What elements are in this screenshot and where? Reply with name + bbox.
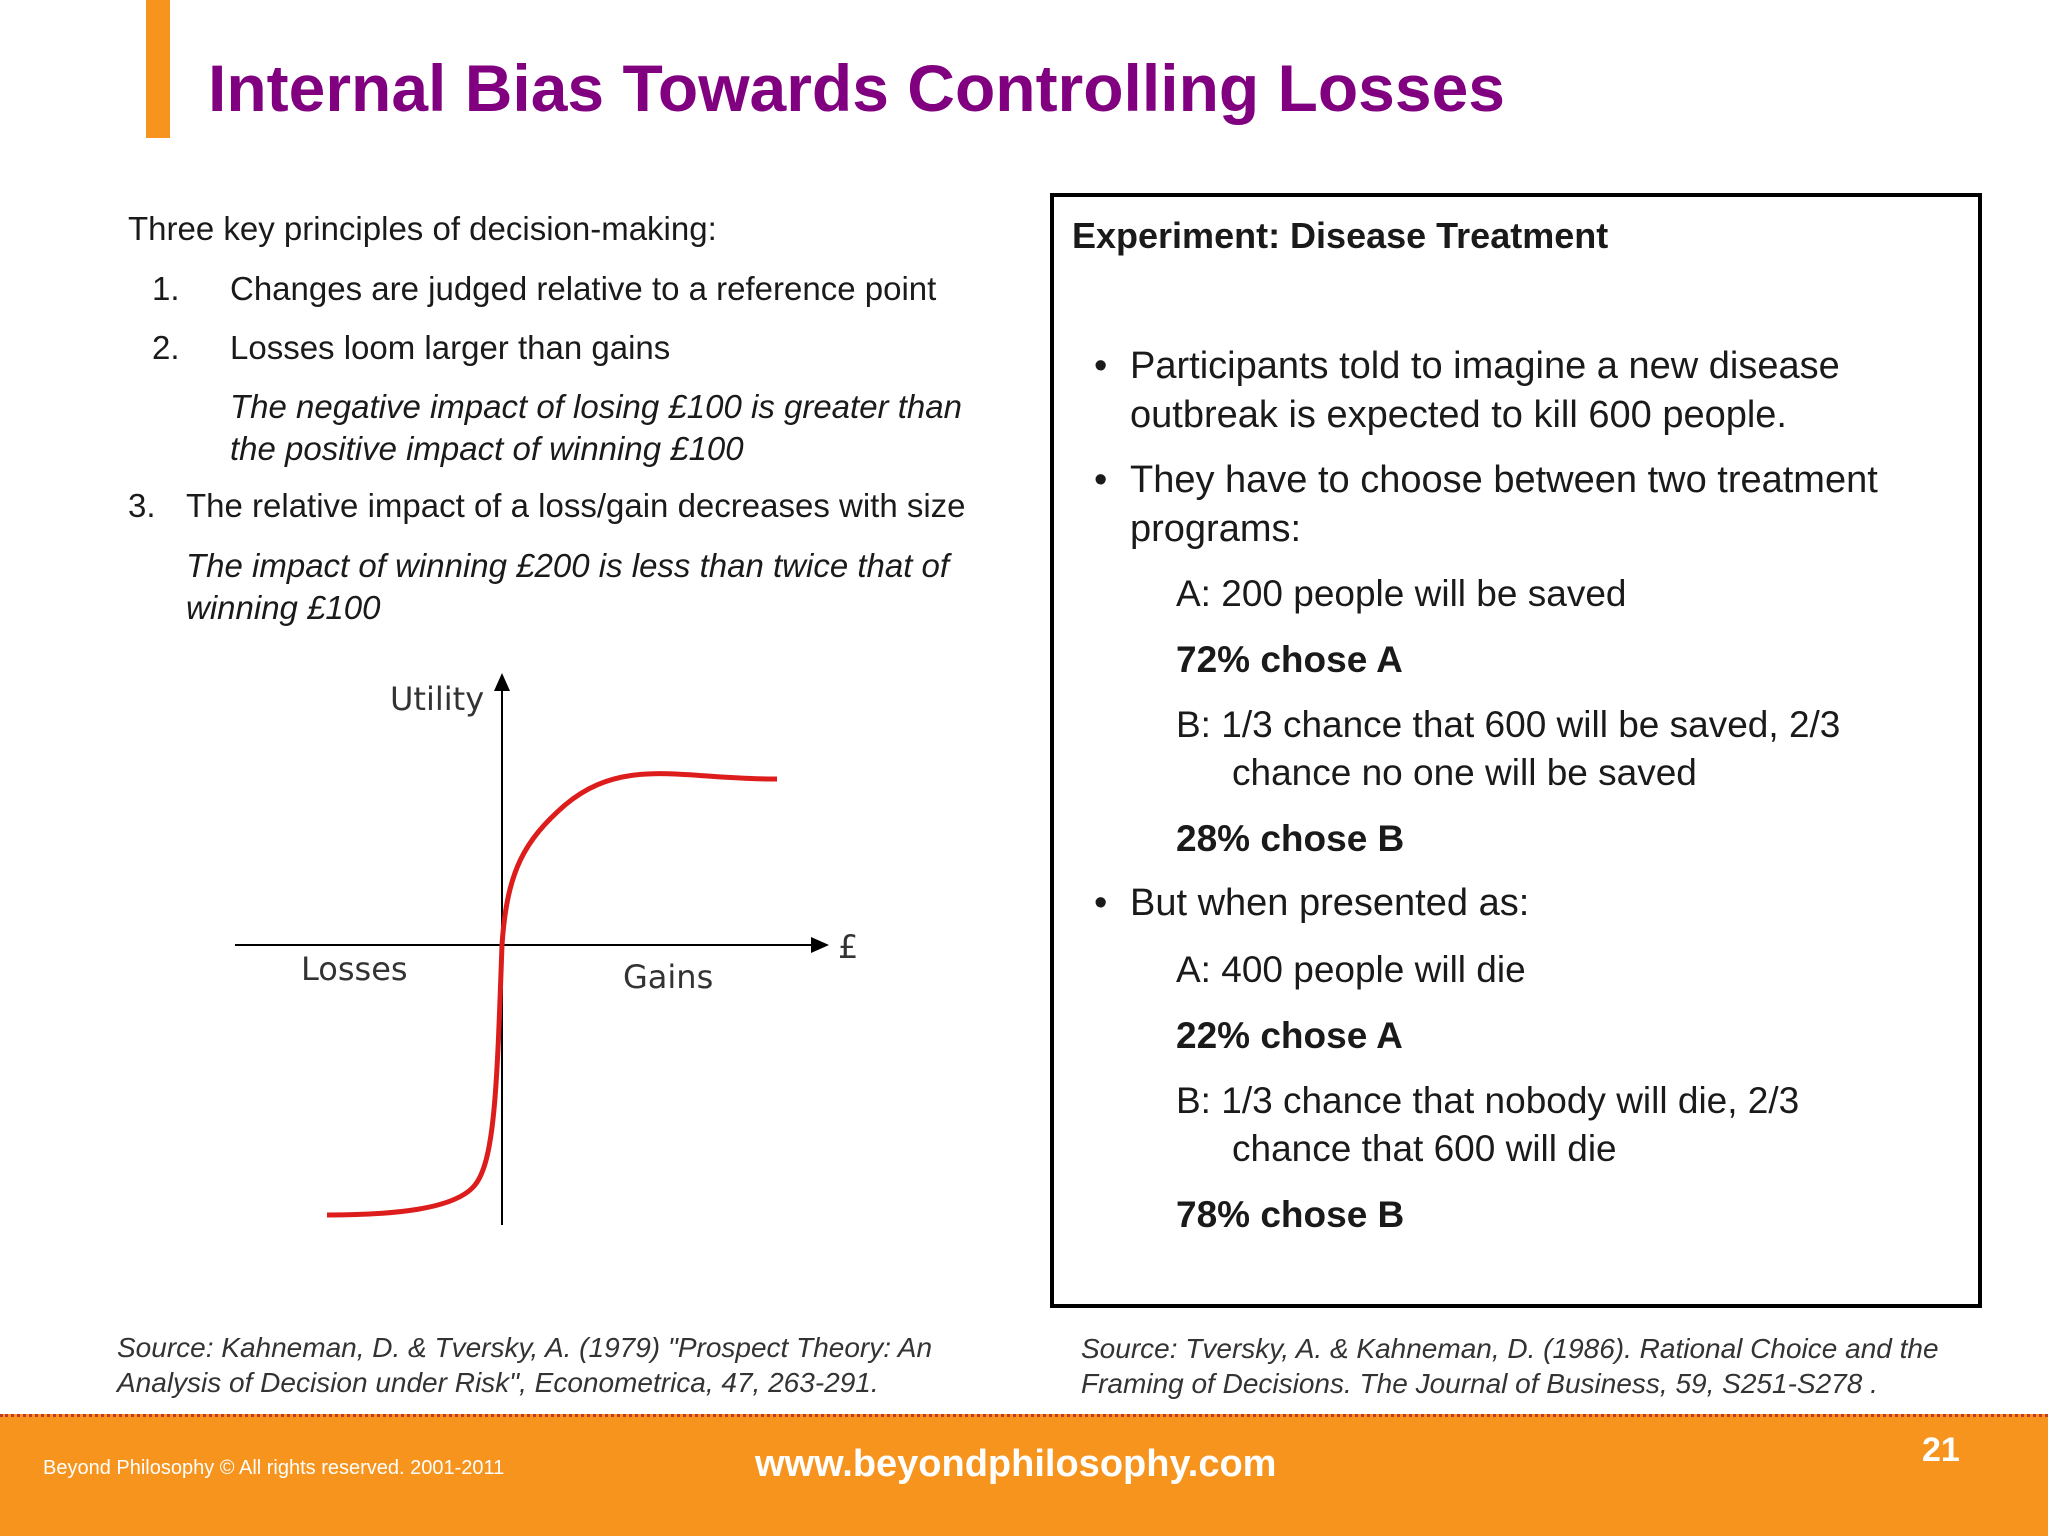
gains-label: Gains bbox=[623, 958, 714, 996]
y-axis-arrow-icon bbox=[494, 673, 510, 691]
bullet-item: • But when presented as: bbox=[1094, 882, 1530, 924]
bullet-item: • Participants told to imagine a new disease bbox=[1094, 345, 1840, 387]
title-accent-bar bbox=[146, 0, 170, 138]
result-a: 22% chose A bbox=[1176, 1015, 1403, 1056]
option-b-continuation: chance no one will be saved bbox=[1232, 752, 1697, 793]
option-b-continuation: chance that 600 will die bbox=[1232, 1128, 1617, 1169]
experiment-heading: Experiment: Disease Treatment bbox=[1072, 215, 1609, 256]
principle-number: 3. bbox=[128, 487, 156, 524]
principle-text: The relative impact of a loss/gain decreases with size bbox=[186, 487, 966, 524]
bullet-icon: • bbox=[1094, 345, 1108, 387]
principle-text: Losses loom larger than gains bbox=[230, 329, 671, 366]
option-b: B: 1/3 chance that nobody will die, 2/3 bbox=[1176, 1080, 1800, 1121]
principle-number: 2. bbox=[152, 329, 180, 366]
option-a: A: 400 people will die bbox=[1176, 949, 1526, 990]
source-line: Analysis of Decision under Risk", Econometrica, 47, 263-291. bbox=[117, 1367, 879, 1398]
option-b: B: 1/3 chance that 600 will be saved, 2/3 bbox=[1176, 704, 1841, 745]
result-a: 72% chose A bbox=[1176, 639, 1403, 680]
source-line: Framing of Decisions. The Journal of Business, 59, S251-S278 . bbox=[1081, 1368, 1878, 1399]
option-a: A: 200 people will be saved bbox=[1176, 573, 1627, 614]
principle-note: winning £100 bbox=[186, 589, 381, 626]
principle-number: 1. bbox=[152, 270, 180, 307]
website-link[interactable]: www.beyondphilosophy.com bbox=[755, 1443, 1277, 1485]
principle-note: the positive impact of winning £100 bbox=[230, 430, 744, 467]
bullet-icon: • bbox=[1094, 459, 1108, 501]
bullet-icon: • bbox=[1094, 882, 1108, 924]
source-citation-right bbox=[1081, 1331, 1939, 1401]
source-citation-left bbox=[117, 1330, 932, 1400]
principle-text: Changes are judged relative to a reference point bbox=[230, 270, 937, 307]
footer-bar bbox=[0, 1414, 2048, 1536]
principle-note: The negative impact of losing £100 is greater than bbox=[230, 388, 962, 425]
experiment-box bbox=[1050, 193, 1982, 1308]
principles-intro: Three key principles of decision-making: bbox=[128, 210, 717, 247]
x-axis-unit: £ bbox=[838, 928, 859, 966]
slide-title: Internal Bias Towards Controlling Losses bbox=[208, 51, 1505, 125]
bullet-continuation: programs: bbox=[1130, 508, 1302, 550]
x-axis-arrow-icon bbox=[811, 937, 829, 953]
y-axis-label: Utility bbox=[390, 680, 485, 718]
result-b: 28% chose B bbox=[1176, 818, 1405, 859]
result-b: 78% chose B bbox=[1176, 1194, 1405, 1235]
value-function-graph bbox=[225, 665, 885, 1235]
bullet-item: • They have to choose between two treatment bbox=[1094, 459, 1878, 501]
copyright-text: Beyond Philosophy © All rights reserved. 2001-2011 bbox=[43, 1457, 505, 1479]
source-line: Source: Tversky, A. & Kahneman, D. (1986). Rational Choice and the bbox=[1081, 1333, 1939, 1364]
losses-label: Losses bbox=[301, 950, 408, 988]
source-line: Source: Kahneman, D. & Tversky, A. (1979) "Prospect Theory: An bbox=[117, 1332, 933, 1363]
page-number: 21 bbox=[1922, 1431, 1960, 1469]
principle-note: The impact of winning £200 is less than twice that of bbox=[186, 547, 950, 584]
bullet-continuation: outbreak is expected to kill 600 people. bbox=[1130, 394, 1787, 436]
